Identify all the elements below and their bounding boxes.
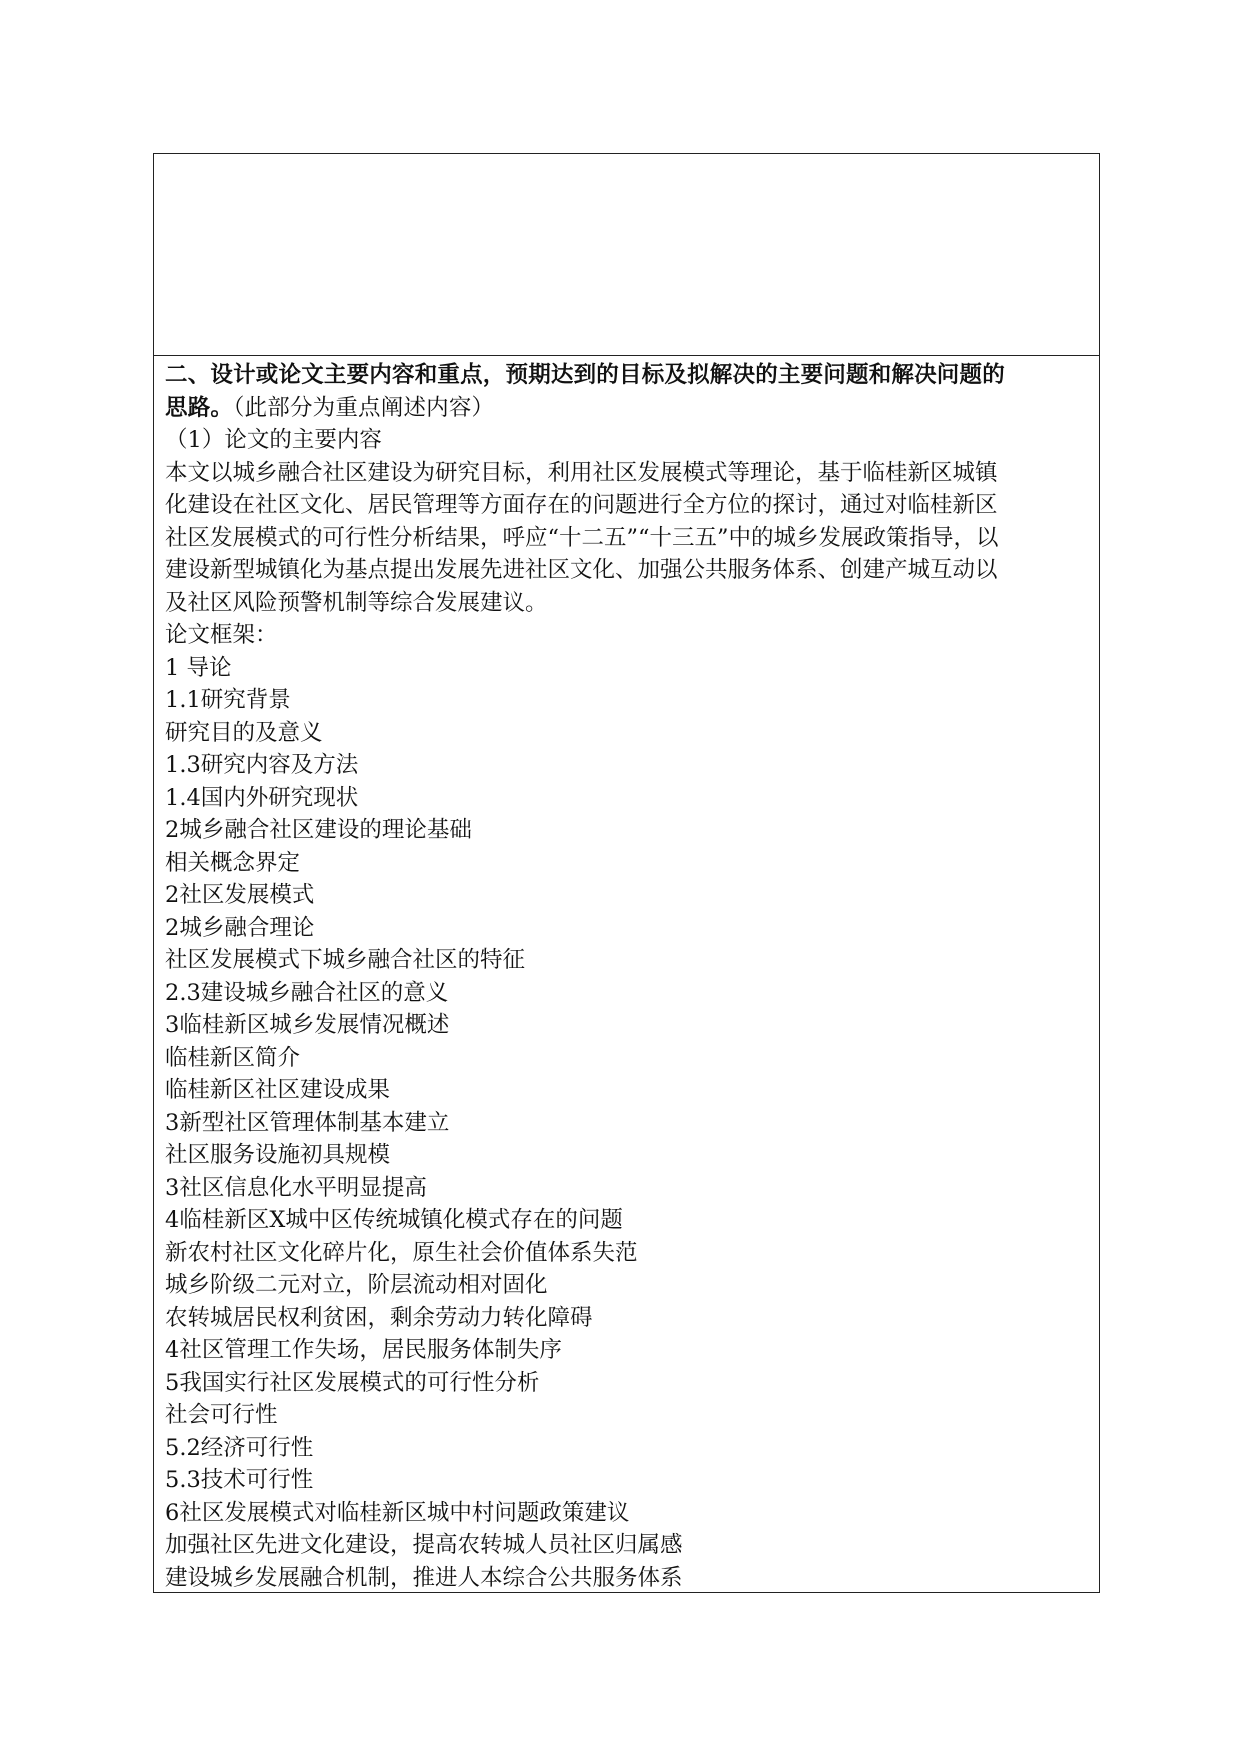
outline-item: 6社区发展模式对临桂新区城中村问题政策建议 bbox=[165, 1499, 630, 1526]
outline-item: 1.1研究背景 bbox=[165, 687, 291, 713]
outline-list bbox=[165, 652, 1089, 1595]
outline-item: 2城乡融合理论 bbox=[165, 914, 315, 941]
intro-line: 建设新型城镇化为基点提出发展先进社区文化、加强公共服务体系、创建产城互动以 bbox=[165, 557, 998, 583]
outline-item: 1 导论 bbox=[165, 654, 232, 681]
outline-item: 4临桂新区X城中区传统城镇化模式存在的问题 bbox=[165, 1207, 623, 1233]
outline-item: 5我国实行社区发展模式的可行性分析 bbox=[165, 1369, 540, 1396]
form-table bbox=[153, 153, 1100, 1593]
outline-item: 相关概念界定 bbox=[165, 849, 301, 876]
outline-item: 城乡阶级二元对立，阶层流动相对固化 bbox=[165, 1272, 548, 1298]
outline-item: 加强社区先进文化建设，提高农转城人员社区归属感 bbox=[165, 1532, 683, 1558]
outline-item: 建设城乡发展融合机制，推进人本综合公共服务体系 bbox=[165, 1564, 683, 1591]
outline-item: 2城乡融合社区建设的理论基础 bbox=[165, 817, 472, 843]
intro-line: 社区发展模式的可行性分析结果，呼应“十二五”“十三五”中的城乡发展政策指导，以 bbox=[165, 524, 999, 551]
section-heading bbox=[165, 359, 1089, 424]
subsection-title: （1）论文的主要内容 bbox=[165, 427, 382, 453]
outline-item: 临桂新区简介 bbox=[165, 1044, 301, 1071]
section-heading-line-1: 二、设计或论文主要内容和重点，预期达到的目标及拟解决的主要问题和解决问题的 bbox=[165, 362, 1005, 388]
intro-line: 本文以城乡融合社区建设为研究目标，利用社区发展模式等理论，基于临桂新区城镇 bbox=[165, 459, 998, 486]
outline-item: 农转城居民权利贫困，剩余劳动力转化障碍 bbox=[165, 1304, 593, 1331]
outline-item: 1.4国内外研究现状 bbox=[165, 784, 359, 811]
outline-item: 社区服务设施初具规模 bbox=[165, 1142, 391, 1168]
outline-item: 5.3技术可行性 bbox=[165, 1467, 314, 1493]
outline-item: 2社区发展模式 bbox=[165, 882, 315, 908]
outline-item: 5.2经济可行性 bbox=[165, 1434, 314, 1461]
outline-item: 社会可行性 bbox=[165, 1402, 278, 1428]
outline-item: 1.3研究内容及方法 bbox=[165, 752, 359, 778]
outline-item: 3新型社区管理体制基本建立 bbox=[165, 1109, 450, 1136]
intro-line: 及社区风险预警机制等综合发展建议。 bbox=[165, 589, 548, 616]
section-heading-note: （此部分为重点阐述内容） bbox=[233, 394, 495, 421]
blank-top-cell bbox=[154, 154, 1099, 356]
content-cell bbox=[154, 356, 1099, 1592]
intro-line: 化建设在社区文化、居民管理等方面存在的问题进行全方位的探讨，通过对临桂新区 bbox=[165, 492, 998, 518]
outline-item: 研究目的及意义 bbox=[165, 719, 323, 746]
framework-label: 论文框架： bbox=[165, 622, 278, 648]
outline-item: 新农村社区文化碎片化，原生社会价值体系失范 bbox=[165, 1239, 638, 1266]
outline-item: 2.3建设城乡融合社区的意义 bbox=[165, 979, 449, 1006]
outline-item: 3社区信息化水平明显提高 bbox=[165, 1174, 427, 1201]
outline-item: 社区发展模式下城乡融合社区的特征 bbox=[165, 947, 526, 973]
intro-paragraph bbox=[165, 457, 1089, 620]
outline-item: 4社区管理工作失场，居民服务体制失序 bbox=[165, 1337, 562, 1363]
outline-item: 3临桂新区城乡发展情况概述 bbox=[165, 1012, 450, 1038]
outline-item: 临桂新区社区建设成果 bbox=[165, 1077, 391, 1103]
section-heading-line-2: 思路。 bbox=[165, 394, 234, 421]
